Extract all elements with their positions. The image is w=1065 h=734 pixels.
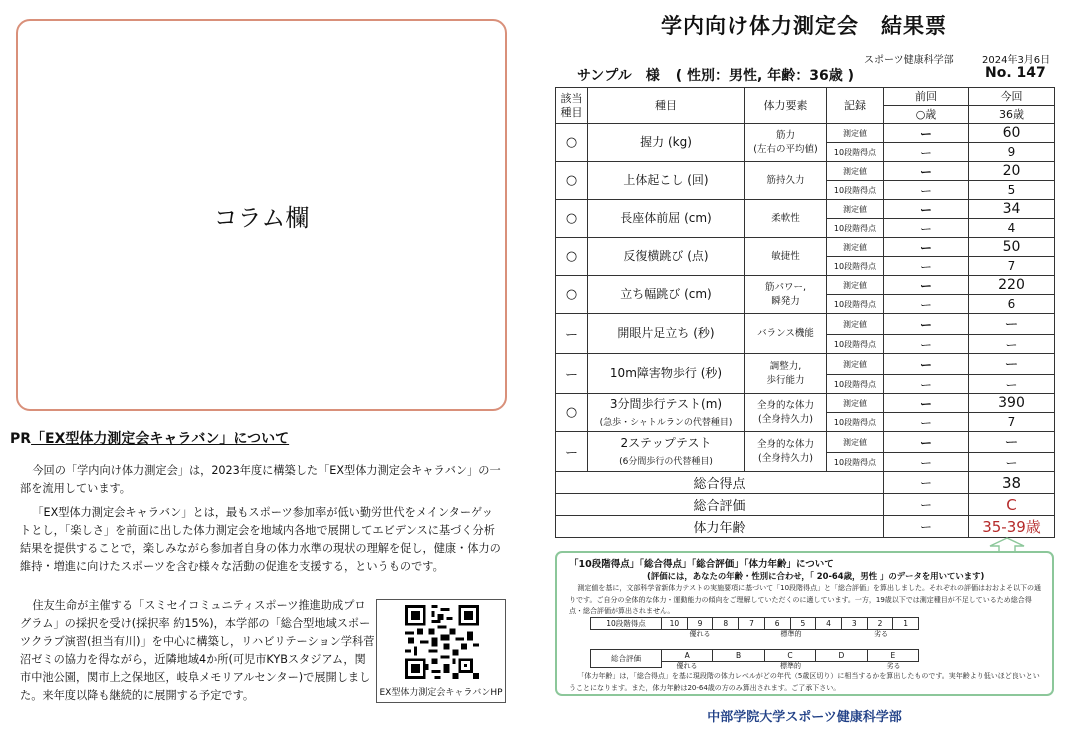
- total-label: 体力年齢: [556, 516, 884, 538]
- current-measure: ー: [969, 354, 1055, 375]
- prev-measure: ー: [884, 162, 969, 181]
- pr-heading: [10, 428, 289, 448]
- table-row: [556, 200, 1055, 219]
- total-label: 総合得点: [556, 472, 884, 494]
- info-text-2: 「体力年齢」は，「総合得点」を基に現段階の体力レベルがどの年代（5歳区切り）に相当するかを算出したものです。実年齢より低いほど良いということになります。また，体力年齢は20-64歳の方のみ算出されます。ご了承下さい。: [569, 672, 1040, 692]
- prev-measure: ー: [884, 354, 969, 375]
- scale1-label: 10段階得点: [590, 617, 662, 630]
- total-label: 総合評価: [556, 494, 884, 516]
- element-name: 筋力: [775, 129, 795, 141]
- current-measure: 60: [969, 124, 1055, 143]
- scale-cell: 6: [765, 618, 791, 629]
- current-score: 5: [969, 181, 1055, 200]
- element-cell: [745, 276, 827, 314]
- total-row: [556, 516, 1055, 538]
- table-row: [556, 238, 1055, 257]
- scale-cell: 8: [713, 618, 739, 629]
- prev-score: ー: [884, 295, 969, 314]
- prev-measure: ー: [884, 432, 969, 453]
- scale-cell: 5: [791, 618, 817, 629]
- scale-cell: 4: [816, 618, 842, 629]
- prev-score: ー: [884, 181, 969, 200]
- scale1-good: 優れる: [689, 630, 711, 638]
- item-name: 長座体前屈 (cm): [620, 211, 712, 226]
- element-cell: [745, 200, 827, 238]
- current-measure: 20: [969, 162, 1055, 181]
- prev-score: ー: [884, 219, 969, 238]
- current-measure: 34: [969, 200, 1055, 219]
- pr-paragraph-1: 今回の「学内向け体力測定会」は，2023年度に構築した「EX型体力測定会キャラバン」の一部を流用しています。: [20, 464, 501, 495]
- scale-cell: 7: [739, 618, 765, 629]
- item-name: 3分間歩行テスト(m): [609, 397, 723, 412]
- kind-score: 10段階得点: [827, 295, 884, 314]
- kind-score: 10段階得点: [827, 143, 884, 162]
- pr-paragraph-3: 住友生命が主催する「スミセイコミュニティスポーツ推進助成プログラム」の採択を受け(採択率 約15%)，本学部の「総合型地域スポーツクラブ演習(担当有川)」を中心に構築し，リハビリテーション学科菅沼ゼミの協力を得ながら，近隣地域4か所(可児市KYBスタジアム，関市中池公園，関市上之保地区，岐阜メモリアルセンター)で展開しました。来年度以降も継続的に展開する予定です。: [20, 599, 375, 702]
- scale-cell: B: [713, 650, 764, 661]
- info-subtitle: (評価には，あなたの年齢・性別に合わせ，「 20-64歳，男性 」のデータを用いています): [647, 571, 985, 581]
- qr-code-icon[interactable]: [405, 605, 479, 679]
- element-cell: [745, 162, 827, 200]
- header-element: 体力要素: [745, 88, 827, 124]
- item-cell: [588, 238, 745, 276]
- element-cell: [745, 238, 827, 276]
- applicable-mark: ー: [556, 354, 588, 394]
- current-score: 6: [969, 295, 1055, 314]
- element-name: 筋持久力: [766, 174, 805, 186]
- table-row: [556, 124, 1055, 143]
- total-row: [556, 494, 1055, 516]
- element-note: (全身持久力): [758, 413, 813, 425]
- current-measure: 50: [969, 238, 1055, 257]
- item-name: 立ち幅跳び (cm): [620, 287, 712, 302]
- scale2-words: [661, 661, 919, 671]
- kind-score: 10段階得点: [827, 453, 884, 472]
- total-row: [556, 472, 1055, 494]
- element-name: 筋パワー,: [764, 281, 807, 293]
- element-name: 敏捷性: [771, 250, 800, 262]
- total-value: C: [969, 494, 1055, 516]
- person-line: [577, 65, 854, 85]
- kind-measure: 測定値: [827, 354, 884, 375]
- scale1-words: [661, 629, 919, 639]
- page-title: 学内向け体力測定会 結果票: [661, 14, 947, 38]
- prev-measure: ー: [884, 394, 969, 413]
- table-row: [556, 276, 1055, 295]
- element-cell: [745, 354, 827, 394]
- scale1-normal: 標準的: [780, 630, 802, 638]
- pr-title: 「EX型体力測定会キャラバン」について: [31, 431, 290, 447]
- element-name: 全身的な体力: [756, 399, 814, 411]
- item-cell: [588, 276, 745, 314]
- kind-score: 10段階得点: [827, 375, 884, 394]
- applicable-mark: ー: [556, 314, 588, 354]
- scale2-poor: 劣る: [886, 662, 901, 670]
- current-measure: 220: [969, 276, 1055, 295]
- scale-cell: 2: [868, 618, 894, 629]
- item-cell: [588, 314, 745, 354]
- kind-measure: 測定値: [827, 162, 884, 181]
- current-score: 9: [969, 143, 1055, 162]
- item-note: (6分間歩行の代替種目): [619, 456, 713, 467]
- current-score: 4: [969, 219, 1055, 238]
- qr-code-panel[interactable]: [376, 599, 506, 703]
- prev-measure: ー: [884, 314, 969, 335]
- item-cell: [588, 162, 745, 200]
- qr-caption: EX型体力測定会キャラバンHP: [379, 688, 503, 698]
- scale2-label: 総合評価: [590, 649, 662, 668]
- element-note: (左右の平均値): [753, 143, 818, 155]
- item-name: 握力 (kg): [640, 135, 692, 150]
- kind-measure: 測定値: [827, 238, 884, 257]
- table-row: [556, 394, 1055, 413]
- department-label: スポーツ健康科学部: [864, 55, 954, 66]
- applicable-mark: ○: [556, 238, 588, 276]
- prev-measure: ー: [884, 200, 969, 219]
- item-name: 開眼片足立ち (秒): [617, 326, 715, 341]
- element-name: バランス機能: [757, 327, 814, 339]
- element-name: 柔軟性: [771, 212, 800, 224]
- current-score: ー: [969, 335, 1055, 354]
- kind-score: 10段階得点: [827, 335, 884, 354]
- info-title: 「10段階得点」「総合得点」「総合評価」「体力年齢」について: [569, 559, 834, 570]
- element-cell: [745, 314, 827, 354]
- applicable-mark: ○: [556, 394, 588, 432]
- scale2-good: 優れる: [676, 662, 698, 670]
- item-cell: [588, 354, 745, 394]
- scale-cell: D: [816, 650, 867, 661]
- total-prev: ー: [884, 516, 969, 538]
- item-cell: [588, 432, 745, 472]
- kind-score: 10段階得点: [827, 257, 884, 276]
- kind-measure: 測定値: [827, 394, 884, 413]
- total-prev: ー: [884, 472, 969, 494]
- prev-measure: ー: [884, 238, 969, 257]
- item-cell: [588, 124, 745, 162]
- header-item: 種目: [588, 88, 745, 124]
- item-name: 反復横跳び (点): [623, 249, 709, 264]
- header-applicable: 該当種目: [556, 88, 588, 124]
- item-name: 上体起こし (回): [623, 173, 709, 188]
- prev-score: ー: [884, 453, 969, 472]
- element-name: 調整力,: [769, 360, 802, 372]
- total-value: 38: [969, 472, 1055, 494]
- kind-score: 10段階得点: [827, 219, 884, 238]
- applicable-mark: ○: [556, 276, 588, 314]
- prev-score: ー: [884, 257, 969, 276]
- item-name: 10m障害物歩行 (秒): [609, 366, 723, 381]
- element-name: 全身的な体力: [756, 438, 814, 450]
- scale-cell: 3: [842, 618, 868, 629]
- prev-score: ー: [884, 413, 969, 432]
- prev-score: ー: [884, 335, 969, 354]
- scale-cell: C: [765, 650, 816, 661]
- header-record: 記録: [827, 88, 884, 124]
- report-date: 2024年3月6日: [982, 55, 1051, 66]
- table-row: [556, 432, 1055, 453]
- total-value: 35-39歳: [969, 516, 1055, 538]
- record-number: No. 147: [985, 65, 1046, 81]
- scale-cell: 1: [903, 619, 909, 628]
- item-note: (急歩・シャトルランの代替種目): [599, 417, 733, 428]
- kind-measure: 測定値: [827, 314, 884, 335]
- prev-score: ー: [884, 375, 969, 394]
- kind-score: 10段階得点: [827, 413, 884, 432]
- item-cell: [588, 394, 745, 432]
- table-row: [556, 162, 1055, 181]
- kind-measure: 測定値: [827, 276, 884, 295]
- item-name: 2ステップテスト: [620, 436, 712, 451]
- current-score: 7: [969, 413, 1055, 432]
- footer-organization: 中部学院大学スポーツ健康科学部: [707, 710, 902, 725]
- kind-measure: 測定値: [827, 200, 884, 219]
- current-measure: 390: [969, 394, 1055, 413]
- current-score: 7: [969, 257, 1055, 276]
- column-label: コラム欄: [213, 203, 310, 232]
- scale-cell: E: [890, 651, 896, 660]
- element-note: 瞬発力: [771, 295, 800, 307]
- prev-measure: ー: [884, 124, 969, 143]
- header-current: 今回: [969, 88, 1055, 106]
- element-cell: [745, 394, 827, 432]
- kind-measure: 測定値: [827, 124, 884, 143]
- pr-prefix: PR: [10, 431, 32, 447]
- current-score: ー: [969, 375, 1055, 394]
- scale1-poor: 劣る: [874, 630, 888, 638]
- pr-paragraph-2: 「EX型体力測定会キャラバン」とは，最もスポーツ参加率が低い勤労世代をメインターゲットとし，「楽しさ」を前面に出した体力測定会を地域内各地で展開してエビデンスに基づく分析結果を提供することで，楽しみながら参加者自身の体力水準の現状の理解を促し，健康・体力の維持・増進に向けたスポーツを含む様々な活動の促進を支援する，というものです。: [20, 506, 501, 573]
- element-note: (全身持久力): [758, 452, 813, 464]
- column-box: [16, 19, 507, 411]
- applicable-mark: ー: [556, 432, 588, 472]
- prev-measure: ー: [884, 276, 969, 295]
- prev-score: ー: [884, 143, 969, 162]
- element-cell: [745, 124, 827, 162]
- current-measure: ー: [969, 432, 1055, 453]
- total-prev: ー: [884, 494, 969, 516]
- applicable-mark: ○: [556, 124, 588, 162]
- current-measure: ー: [969, 314, 1055, 335]
- applicable-mark: ○: [556, 200, 588, 238]
- element-note: 歩行能力: [766, 374, 805, 386]
- kind-score: 10段階得点: [827, 181, 884, 200]
- header-current-age: 36歳: [969, 106, 1055, 124]
- person-profile: ( 性別：男性, 年齢：36歳 ): [675, 68, 854, 84]
- scale-cell: 9: [688, 618, 714, 629]
- table-row: [556, 314, 1055, 335]
- info-box: [555, 551, 1054, 696]
- applicable-mark: ○: [556, 162, 588, 200]
- header-prev-age: ○歳: [884, 106, 969, 124]
- scale-cell: 10: [662, 618, 688, 629]
- item-cell: [588, 200, 745, 238]
- person-name: サンプル 様: [577, 68, 660, 84]
- info-text-1: 測定値を基に，文部科学省新体力テストの実施要項に基づいて「10段階得点」と「総合評価」を算出しました。それぞれの評価はおおよそ以下の通りです。ご自分の全体的な体力・運動能力の傾向をご理解していただくのに適しています。一方，19歳以下では測定種目が不足しているため総合得点・総合評価が算出されません。: [569, 584, 1042, 616]
- table-row: [556, 354, 1055, 375]
- element-cell: [745, 432, 827, 472]
- results-table: [555, 87, 1055, 538]
- current-score: ー: [969, 453, 1055, 472]
- header-prev: 前回: [884, 88, 969, 106]
- kind-measure: 測定値: [827, 432, 884, 453]
- scale-cell: A: [662, 650, 713, 661]
- scale2-normal: 標準的: [780, 662, 801, 670]
